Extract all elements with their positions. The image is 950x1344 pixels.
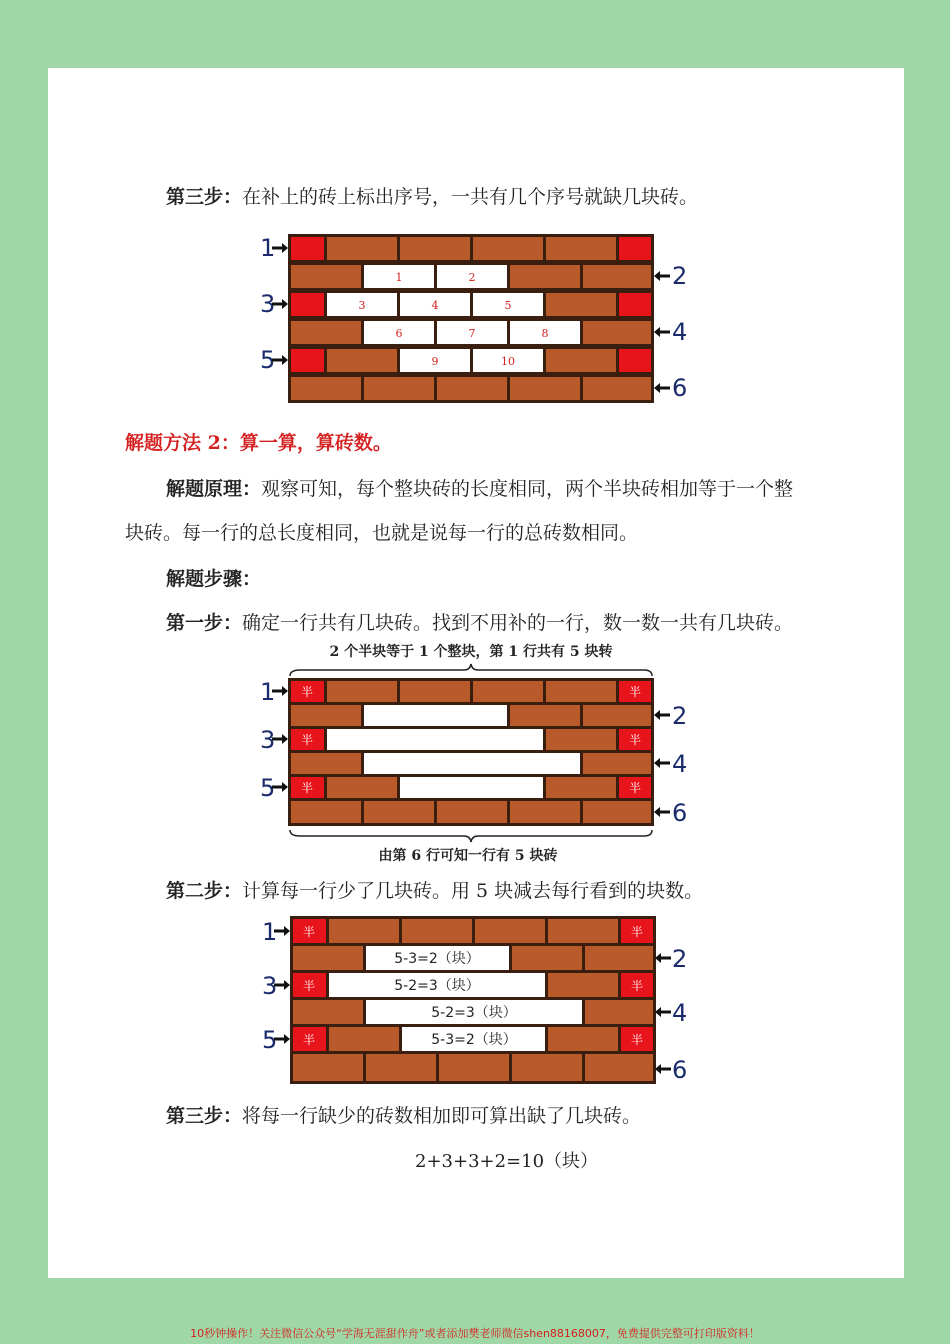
brick <box>512 1054 582 1081</box>
brick <box>329 919 399 943</box>
gap-number: 8 <box>541 327 549 340</box>
step-text: 计算每一行少了几块砖。用 5 块减去每行看到的块数。 <box>242 880 704 902</box>
method2-title: 解题方法 2：算一算，算砖数。 <box>125 432 392 454</box>
row-number: 3 <box>262 972 278 1000</box>
brick <box>402 919 472 943</box>
top-caption: 2 个半块等于 1 个整块，第 1 行共有 5 块转 <box>329 644 613 660</box>
row-number: 5 <box>260 774 276 802</box>
row-equation: 5-2=3（块） <box>394 978 480 994</box>
row-number: 5 <box>262 1026 278 1054</box>
row-number: 1 <box>262 918 278 946</box>
gap-number: 7 <box>468 327 476 340</box>
brick <box>585 1054 653 1081</box>
brick <box>293 946 363 970</box>
step3-method2-line <box>166 1101 641 1128</box>
half-label: 半 <box>302 979 316 993</box>
gap-number: 6 <box>395 327 403 340</box>
brick <box>585 1000 653 1024</box>
half-label: 半 <box>630 925 644 939</box>
row-equation: 5-3=2（块） <box>394 951 480 967</box>
document-page <box>48 68 904 1278</box>
step-label: 第三步： <box>166 1105 243 1127</box>
step-text: 确定一行共有几块砖。找到不用补的一行，数一数一共有几块砖。 <box>242 612 794 634</box>
arrow-right-icon <box>284 1034 290 1044</box>
gap-number: 9 <box>431 355 439 368</box>
half-label: 半 <box>628 733 642 747</box>
brick <box>585 946 653 970</box>
half-label: 半 <box>630 1033 644 1047</box>
final-formula: 2+3+3+2=10（块） <box>415 1151 599 1172</box>
half-label: 半 <box>628 781 642 795</box>
row-number: 3 <box>260 290 276 318</box>
arrow-right-icon <box>284 926 290 936</box>
brick <box>548 973 618 997</box>
principle-line-2: 块砖。每一行的总长度相同，也就是说每一行的总砖数相同。 <box>125 522 639 544</box>
brick <box>293 1000 363 1024</box>
gap-number: 1 <box>395 271 403 284</box>
half-label: 半 <box>628 685 642 699</box>
step-text: 将每一行缺少的砖数相加即可算出缺了几块砖。 <box>242 1105 642 1127</box>
gap-number: 4 <box>431 299 439 312</box>
gap-number: 2 <box>468 271 476 284</box>
brick <box>439 1054 509 1081</box>
row-number: 2 <box>672 262 688 290</box>
principle-text-1: 观察可知，每个整块砖的长度相同，两个半块砖相加等于一个整 <box>261 478 794 500</box>
gap-number: 10 <box>501 355 515 368</box>
step-label: 第二步： <box>166 880 243 902</box>
half-label: 半 <box>300 733 314 747</box>
arrow-right-icon <box>284 980 290 990</box>
row-number: 1 <box>260 678 276 706</box>
brick-diagram-equations <box>48 68 904 1278</box>
brick <box>548 1027 618 1051</box>
principle-label: 解题原理： <box>166 478 262 500</box>
row-number: 6 <box>672 1056 688 1084</box>
brick <box>293 1054 363 1081</box>
row-equation: 5-2=3（块） <box>431 1005 517 1021</box>
brick <box>329 1027 399 1051</box>
step-text: 在补上的砖上标出序号，一共有几个序号就缺几块砖。 <box>242 186 699 208</box>
row-number: 2 <box>672 702 688 730</box>
row-equation: 5-3=2（块） <box>431 1032 517 1048</box>
row-number: 2 <box>672 945 688 973</box>
brick <box>366 1054 436 1081</box>
gap-number: 3 <box>358 299 366 312</box>
step-label: 第三步： <box>166 186 243 208</box>
row-number: 6 <box>672 374 688 402</box>
bottom-caption: 由第 6 行可知一行有 5 块砖 <box>378 848 558 864</box>
brick <box>512 946 582 970</box>
row-number: 4 <box>672 750 688 778</box>
brick <box>548 919 618 943</box>
half-label: 半 <box>302 925 316 939</box>
row-number: 3 <box>260 726 276 754</box>
step-label: 第一步： <box>166 612 243 634</box>
half-label: 半 <box>300 685 314 699</box>
footer-note: 10秒钟操作！关注微信公众号“学海无涯甜作舟”或者添加樊老师微信shen88168007，免费提供完整可打印版资料！ <box>190 1327 760 1340</box>
gap-number: 5 <box>504 299 512 312</box>
steps-title: 解题步骤： <box>166 568 262 590</box>
brick <box>475 919 545 943</box>
row-number: 5 <box>260 346 276 374</box>
half-label: 半 <box>302 1033 316 1047</box>
row-number: 6 <box>672 799 688 827</box>
row-number: 4 <box>672 999 688 1027</box>
row-number: 1 <box>260 234 276 262</box>
half-label: 半 <box>630 979 644 993</box>
half-label: 半 <box>300 781 314 795</box>
row-number: 4 <box>672 318 688 346</box>
